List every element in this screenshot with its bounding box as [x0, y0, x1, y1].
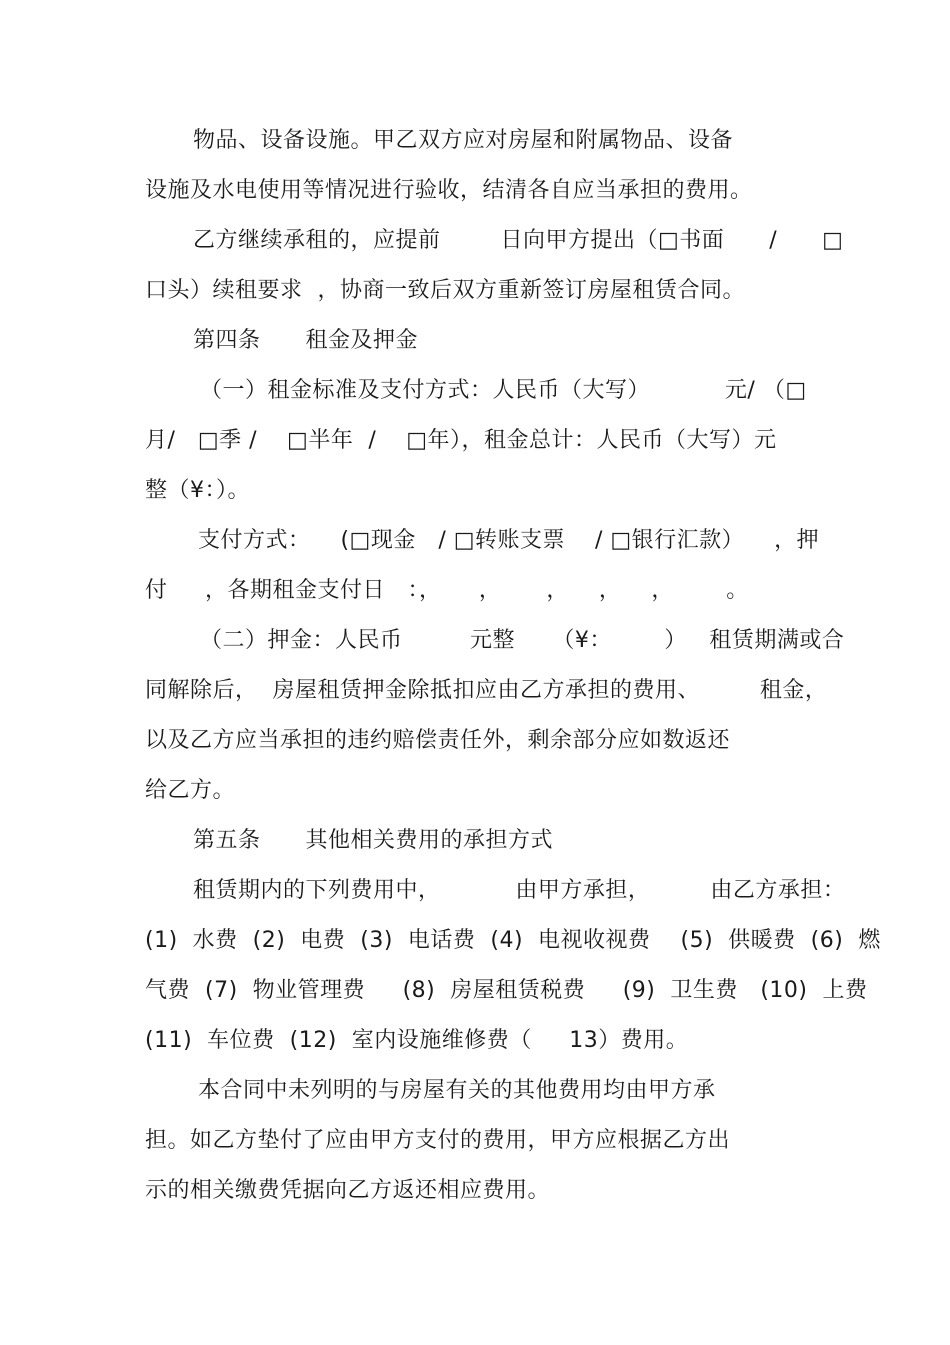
- text-line-13: 以及乙方应当承担的违约赔偿责任外，剩余部分应如数返还: [145, 728, 731, 753]
- text-line-6: （一）租金标准及支付方式：人民币（大写） 元/ （□: [200, 378, 807, 403]
- text-line-10: 付 ，各期租金支付日 ：， ， ， ， ， 。: [145, 578, 749, 603]
- text-line-3: 乙方继续承租的，应提前 日向甲方提出（□书面 / □: [193, 228, 844, 253]
- text-line-17: (1) 水费 (2) 电费 (3) 电话费 (4) 电视收视费 (5) 供暖费 (6) 燃: [145, 928, 881, 953]
- text-line-1: 物品、设备设施。甲乙双方应对房屋和附属物品、设备: [193, 128, 734, 153]
- text-line-9: 支付方式： (□现金 / □转账支票 / □银行汇款） ，押: [198, 528, 820, 553]
- section-heading-article-4: 第四条 租金及押金: [193, 328, 418, 353]
- text-line-19: (11) 车位费 (12) 室内设施维修费（ 13）费用。: [145, 1028, 689, 1053]
- text-line-8: 整（¥：）。: [145, 478, 250, 503]
- text-line-12: 同解除后， 房屋租赁押金除抵扣应由乙方承担的费用、 租金，: [145, 678, 828, 703]
- text-line-20: 本合同中未列明的与房屋有关的其他费用均由甲方承: [198, 1078, 716, 1103]
- text-line-18: 气费 (7) 物业管理费 (8) 房屋租赁税费 (9) 卫生费 (10) 上费: [145, 978, 868, 1003]
- text-line-2: 设施及水电使用等情况进行验收，结清各自应当承担的费用。: [145, 178, 753, 203]
- text-line-11: （二）押金：人民币 元整 （¥： ） 租赁期满或合: [200, 628, 845, 653]
- text-line-4: 口头）续租要求 ，协商一致后双方重新签订房屋租赁合同。: [145, 278, 745, 303]
- text-line-14: 给乙方。: [145, 778, 236, 803]
- section-heading-article-5: 第五条 其他相关费用的承担方式: [193, 828, 553, 853]
- text-line-22: 示的相关缴费凭据向乙方返还相应费用。: [145, 1178, 551, 1203]
- text-line-21: 担。如乙方垫付了应由甲方支付的费用，甲方应根据乙方出: [145, 1128, 731, 1153]
- text-line-7: 月/ □季 / □半年 / □年），租金总计：人民币（大写）元: [145, 428, 777, 453]
- text-line-16: 租赁期内的下列费用中， 由甲方承担， 由乙方承担：: [193, 878, 846, 903]
